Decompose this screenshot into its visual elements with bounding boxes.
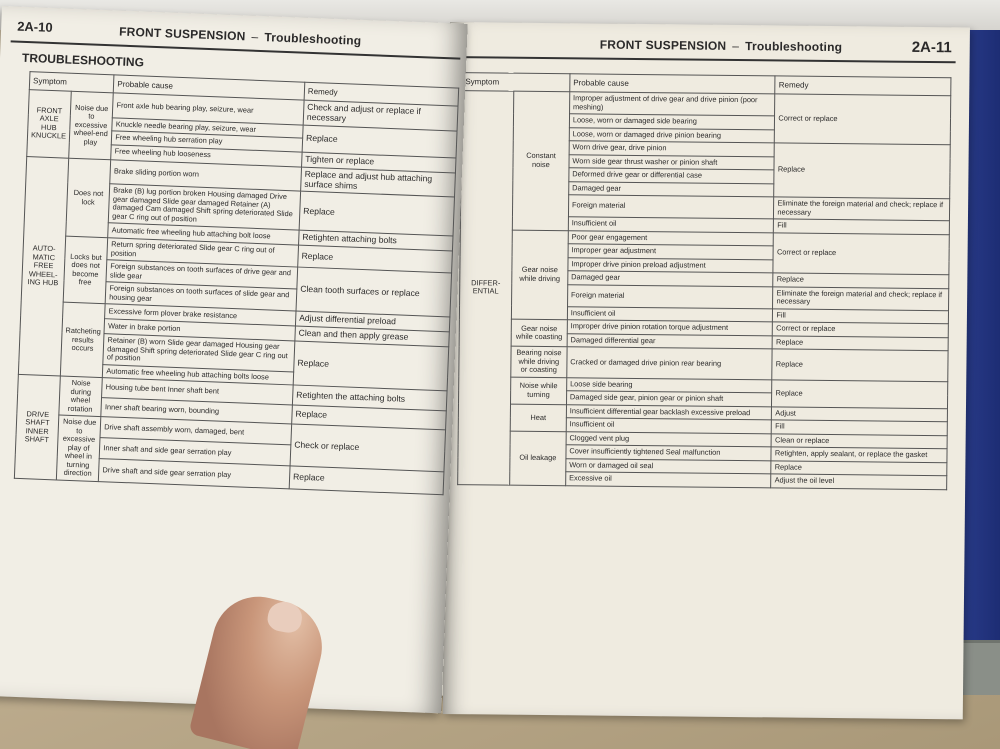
cause-cell: Front axle hub bearing play, seizure, wear: [113, 93, 304, 125]
cause-cell: Improper drive pinion rotation torque adjustment: [567, 320, 773, 336]
right-header-sub: Troubleshooting: [745, 39, 843, 55]
right-header-dash: –: [732, 38, 740, 54]
remedy-cell: Retighten attaching bolts: [298, 231, 453, 252]
cause-cell: Automatic free wheeling hub attaching bolts loose: [103, 364, 294, 385]
left-heading: TROUBLESHOOTING: [21, 50, 145, 70]
remedy-cell: Replace: [772, 380, 948, 409]
remedy-cell: Replace: [293, 341, 449, 391]
remedy-cell: Clean or replace: [771, 434, 947, 449]
left-header-dash: –: [251, 29, 259, 44]
symptom-cell: Does not lock: [66, 158, 111, 238]
symptom-cell: Noise during wheel rotation: [59, 376, 103, 417]
cause-cell: Automatic free wheeling hub attaching bolt loose: [108, 223, 299, 245]
cause-cell: Free wheeling hub serration play: [112, 131, 303, 152]
remedy-cell: Replace: [772, 336, 948, 351]
remedy-cell: Correct or replace: [773, 233, 949, 275]
left-header: [119, 25, 362, 48]
remedy-cell: Replace: [289, 466, 444, 495]
cause-cell: Free wheeling hub looseness: [111, 145, 302, 167]
remedy-cell: Adjust the oil level: [771, 474, 947, 489]
remedy-cell: Replace: [772, 349, 948, 381]
symptom-cell: Noise due to excessive play of wheel in turning direction: [56, 415, 101, 481]
symptom-cell: Locks but does not become free: [63, 236, 108, 304]
left-col-remedy: Remedy: [304, 82, 459, 106]
symptom-cell: Heat: [510, 404, 566, 432]
remedy-cell: Fill: [772, 420, 948, 435]
cause-cell: Damaged side gear, pinion gear or pinion shaft: [566, 391, 772, 407]
group-cell: DRIVE SHAFT INNER SHAFT: [14, 375, 60, 480]
cause-cell: Worn drive gear, drive pinion: [569, 141, 775, 157]
right-table: [457, 72, 951, 490]
remedy-cell: Eliminate the foreign material and check; replace if necessary: [774, 197, 950, 221]
cause-cell: Improper gear adjustment: [568, 244, 774, 260]
cause-cell: Foreign material: [568, 195, 774, 219]
right-col-remedy: Remedy: [775, 76, 951, 96]
symptom-cell: Gear noise while driving: [511, 230, 568, 320]
remedy-cell: Adjust differential preload: [295, 311, 450, 332]
remedy-cell: Check and adjust or replace if necessary: [303, 100, 458, 131]
cause-cell: Insufficient oil: [567, 307, 773, 323]
cause-cell: Brake (B) lug portion broken Housing damaged Drive gear damaged Slide gear damaged Retainer (A) damaged Cam damaged Shift spring deteriorated Slide gear C ring out of position: [108, 184, 300, 230]
remedy-cell: Retighten the attaching bolts: [292, 385, 447, 410]
cause-cell: Loose side bearing: [567, 378, 773, 394]
left-header-title: FRONT SUSPENSION: [118, 24, 246, 44]
cause-cell: Brake sliding portion worn: [110, 159, 301, 191]
remedy-cell: Replace: [302, 125, 457, 158]
cause-cell: Damaged differential gear: [567, 334, 773, 350]
cause-cell: Excessive form plover brake resistance: [105, 304, 296, 326]
right-header-rule: [460, 56, 956, 63]
cause-cell: Insufficient oil: [566, 418, 772, 434]
cause-cell: Loose, worn or damaged side bearing: [569, 114, 775, 130]
right-col-cause: Probable cause: [570, 74, 776, 94]
remedy-cell: Replace: [771, 461, 947, 476]
cause-cell: Cracked or damaged drive pinion rear bearing: [567, 347, 773, 380]
remedy-cell: Fill: [774, 219, 950, 234]
cause-cell: Worn or damaged oil seal: [566, 459, 772, 475]
remedy-cell: Correct or replace: [773, 322, 949, 337]
remedy-cell: Replace: [299, 192, 454, 237]
remedy-cell: Replace: [292, 405, 447, 430]
remedy-cell: Tighten or replace: [301, 152, 456, 173]
cause-cell: Clogged vent plug: [566, 432, 772, 448]
right-col-symptom: Symptom: [462, 73, 570, 92]
left-table: [14, 71, 459, 495]
right-page-number: 2A-11: [911, 38, 952, 57]
cause-cell: Damaged gear: [568, 271, 774, 287]
table-row: [459, 346, 948, 382]
cause-cell: Improper drive pinion preload adjustment: [568, 257, 774, 273]
cause-cell: Housing tube bent Inner shaft bent: [102, 378, 293, 405]
remedy-cell: Fill: [773, 309, 949, 324]
table-row: [462, 91, 951, 118]
remedy-cell: Adjust: [772, 407, 948, 422]
left-col-cause: Probable cause: [113, 75, 304, 100]
remedy-cell: Replace: [298, 245, 453, 273]
left-col-symptom: Symptom: [29, 72, 114, 93]
cause-cell: Drive shaft and side gear serration play: [99, 459, 290, 489]
cause-cell: Insufficient oil: [568, 217, 774, 233]
cause-cell: Loose, worn or damaged drive pinion bearing: [569, 127, 775, 143]
symptom-cell: Gear noise while coasting: [511, 319, 567, 347]
cause-cell: Knuckle needle bearing play, seizure, wear: [112, 118, 303, 139]
left-page-number: 2A-10: [16, 18, 53, 35]
group-cell: DIFFER-ENTIAL: [458, 91, 514, 486]
cause-cell: Inner shaft bearing worn, bounding: [101, 397, 292, 424]
right-header: [600, 38, 843, 55]
symptom-cell: Constant noise: [512, 91, 569, 230]
group-cell: AUTO-MATIC FREE WHEEL-ING HUB: [18, 156, 68, 376]
cause-cell: Inner shaft and side gear serration play: [99, 438, 290, 466]
cause-cell: Drive shaft assembly worn, damaged, bent: [100, 417, 291, 445]
symptom-cell: Bearing noise while driving or coasting: [511, 346, 567, 377]
cause-cell: Worn side gear thrust washer or pinion shaft: [569, 154, 775, 170]
cause-cell: Deformed drive gear or differential case: [569, 168, 775, 184]
remedy-cell: Correct or replace: [775, 94, 951, 145]
remedy-cell: Clean tooth surfaces or replace: [296, 267, 452, 317]
cause-cell: Foreign material: [567, 284, 773, 308]
right-header-title: FRONT SUSPENSION: [599, 37, 727, 53]
group-cell: FRONT AXLE HUB KNUCKLE: [27, 90, 71, 158]
cause-cell: Foreign substances on tooth surfaces of slide gear and housing gear: [105, 282, 296, 311]
symptom-cell: Oil leakage: [510, 431, 567, 486]
cause-cell: Insufficient differential gear backlash excessive preload: [566, 405, 772, 421]
remedy-cell: Clean and then apply grease: [295, 326, 450, 347]
symptom-cell: Noise while turning: [510, 377, 566, 405]
cause-cell: Excessive oil: [566, 472, 772, 488]
symptom-cell: Noise due to excessive wheel-end play: [69, 91, 114, 159]
cause-cell: Cover insufficiently tightened Seal malfunction: [566, 445, 772, 461]
remedy-cell: Check or replace: [290, 424, 446, 472]
cause-cell: Retainer (B) worn Slide gear damaged Housing gear damaged Shift spring deteriorated Slide gear C ring out of position: [103, 334, 295, 372]
cause-cell: Damaged gear: [569, 181, 775, 197]
left-header-sub: Troubleshooting: [264, 30, 362, 48]
cause-cell: Return spring deteriorated Slide gear C ring out of position: [107, 238, 298, 267]
symptom-cell: Ratcheting results occurs: [60, 303, 105, 378]
remedy-cell: Replace and adjust hub attaching surface shims: [301, 167, 456, 198]
remedy-cell: Eliminate the foreign material and check; replace if necessary: [773, 287, 949, 311]
remedy-cell: Replace: [774, 143, 950, 199]
right-page: [443, 22, 970, 719]
cause-cell: Improper adjustment of drive gear and drive pinion (poor meshing): [569, 92, 775, 116]
remedy-cell: Replace: [773, 273, 949, 288]
cause-cell: Water in brake portion: [104, 319, 295, 341]
remedy-cell: Retighten, apply sealant, or replace the gasket: [771, 447, 947, 462]
cause-cell: Foreign substances on tooth surfaces of drive gear and slide gear: [106, 260, 297, 289]
cause-cell: Poor gear engagement: [568, 230, 774, 246]
